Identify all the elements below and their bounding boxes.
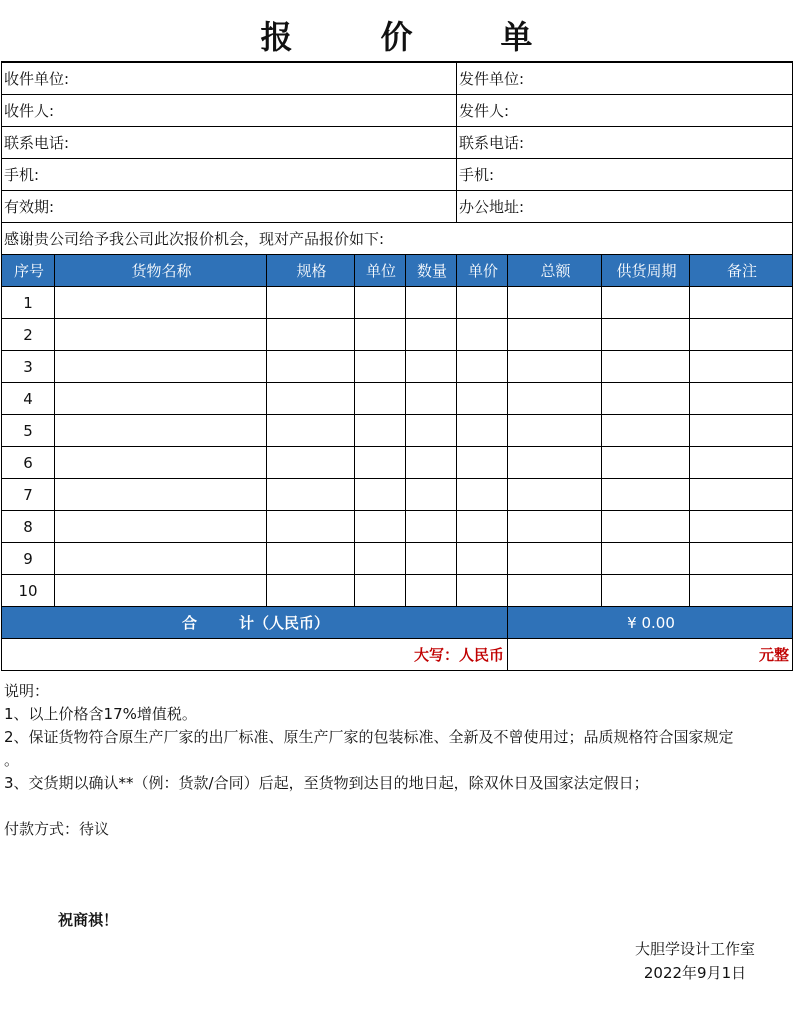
table-row bbox=[2, 415, 793, 447]
table-row bbox=[2, 575, 793, 607]
info-row bbox=[2, 62, 793, 95]
office-address-cell[interactable]: 办公地址: bbox=[457, 191, 793, 223]
cell[interactable] bbox=[355, 383, 406, 415]
cell[interactable] bbox=[690, 543, 793, 575]
cell[interactable] bbox=[457, 351, 508, 383]
cell[interactable] bbox=[406, 287, 457, 319]
recipient-phone-cell[interactable]: 联系电话: bbox=[2, 127, 457, 159]
cell[interactable] bbox=[457, 415, 508, 447]
cell[interactable] bbox=[457, 447, 508, 479]
cell[interactable] bbox=[690, 511, 793, 543]
intro-text: 感谢贵公司给予我公司此次报价机会，现对产品报价如下: bbox=[2, 223, 793, 255]
cell[interactable] bbox=[267, 447, 355, 479]
cell[interactable] bbox=[55, 575, 267, 607]
company-name: 大胆学设计工作室 bbox=[634, 940, 755, 958]
cell[interactable] bbox=[55, 543, 267, 575]
cell[interactable] bbox=[457, 575, 508, 607]
cell[interactable] bbox=[602, 383, 690, 415]
cell[interactable] bbox=[602, 479, 690, 511]
cell[interactable] bbox=[406, 447, 457, 479]
cell[interactable] bbox=[602, 319, 690, 351]
column-header-row bbox=[2, 255, 793, 287]
cell[interactable] bbox=[355, 511, 406, 543]
uppercase-label: 大写：人民币 bbox=[2, 639, 508, 671]
cell[interactable] bbox=[690, 447, 793, 479]
cell[interactable] bbox=[355, 287, 406, 319]
cell[interactable] bbox=[602, 511, 690, 543]
row-number: 3 bbox=[2, 351, 55, 383]
col-header-index: 序号 bbox=[2, 255, 55, 287]
cell[interactable] bbox=[457, 319, 508, 351]
table-row bbox=[2, 319, 793, 351]
total-row bbox=[2, 607, 793, 639]
cell[interactable] bbox=[508, 511, 602, 543]
table-row bbox=[2, 383, 793, 415]
cell[interactable] bbox=[508, 479, 602, 511]
col-header-lead-time: 供货周期 bbox=[602, 255, 690, 287]
table-row bbox=[2, 479, 793, 511]
cell[interactable] bbox=[55, 415, 267, 447]
title-char: 单 bbox=[500, 18, 533, 56]
sender-mobile-cell[interactable]: 手机: bbox=[457, 159, 793, 191]
cell[interactable] bbox=[55, 287, 267, 319]
cell[interactable] bbox=[55, 447, 267, 479]
info-row bbox=[2, 191, 793, 223]
table-row bbox=[2, 351, 793, 383]
cell[interactable] bbox=[508, 383, 602, 415]
cell[interactable] bbox=[55, 479, 267, 511]
row-number: 6 bbox=[2, 447, 55, 479]
sender-person-cell[interactable]: 发件人: bbox=[457, 95, 793, 127]
cell[interactable] bbox=[406, 319, 457, 351]
document-title bbox=[0, 12, 793, 58]
quote-table bbox=[1, 61, 793, 671]
cell[interactable] bbox=[55, 351, 267, 383]
recipient-person-cell[interactable]: 收件人: bbox=[2, 95, 457, 127]
cell[interactable] bbox=[602, 575, 690, 607]
col-header-unit: 单位 bbox=[355, 255, 406, 287]
col-header-unit-price: 单价 bbox=[457, 255, 508, 287]
cell[interactable] bbox=[406, 351, 457, 383]
closing-regards: 祝商祺！ bbox=[58, 911, 119, 929]
intro-row bbox=[2, 223, 793, 255]
row-number: 8 bbox=[2, 511, 55, 543]
cell[interactable] bbox=[457, 543, 508, 575]
cell[interactable] bbox=[406, 543, 457, 575]
cell[interactable] bbox=[457, 511, 508, 543]
sender-company-cell[interactable]: 发件单位: bbox=[457, 62, 793, 95]
col-header-quantity: 数量 bbox=[406, 255, 457, 287]
title-char: 价 bbox=[380, 18, 413, 56]
col-header-goods-name: 货物名称 bbox=[55, 255, 267, 287]
cell[interactable] bbox=[355, 575, 406, 607]
cell[interactable] bbox=[267, 543, 355, 575]
table-row bbox=[2, 287, 793, 319]
cell[interactable] bbox=[406, 479, 457, 511]
cell[interactable] bbox=[267, 511, 355, 543]
cell[interactable] bbox=[508, 575, 602, 607]
row-number: 5 bbox=[2, 415, 55, 447]
row-number: 4 bbox=[2, 383, 55, 415]
cell[interactable] bbox=[355, 543, 406, 575]
total-label bbox=[2, 607, 508, 639]
info-row bbox=[2, 159, 793, 191]
cell[interactable] bbox=[355, 447, 406, 479]
payment-terms: 付款方式：待议 bbox=[4, 820, 110, 838]
cell[interactable] bbox=[355, 479, 406, 511]
cell[interactable] bbox=[267, 415, 355, 447]
row-number: 2 bbox=[2, 319, 55, 351]
notes-section bbox=[4, 680, 790, 795]
cell[interactable] bbox=[267, 351, 355, 383]
cell[interactable] bbox=[508, 543, 602, 575]
total-amount[interactable]: ¥ 0.00 bbox=[508, 607, 793, 639]
note-line: 1、以上价格含17%增值税。 bbox=[4, 705, 197, 723]
cell[interactable] bbox=[602, 351, 690, 383]
row-number: 1 bbox=[2, 287, 55, 319]
cell[interactable] bbox=[602, 415, 690, 447]
cell[interactable] bbox=[457, 287, 508, 319]
row-number: 7 bbox=[2, 479, 55, 511]
date: 2022年9月1日 bbox=[643, 964, 747, 982]
table-row bbox=[2, 447, 793, 479]
row-number: 9 bbox=[2, 543, 55, 575]
recipient-mobile-cell[interactable]: 手机: bbox=[2, 159, 457, 191]
cell[interactable] bbox=[267, 383, 355, 415]
cell[interactable] bbox=[690, 351, 793, 383]
uppercase-suffix: 元整 bbox=[508, 639, 793, 671]
total-label-a: 合 bbox=[181, 614, 197, 632]
cell[interactable] bbox=[267, 287, 355, 319]
cell[interactable] bbox=[355, 351, 406, 383]
cell[interactable] bbox=[267, 479, 355, 511]
cell[interactable] bbox=[602, 543, 690, 575]
cell[interactable] bbox=[355, 319, 406, 351]
col-header-amount: 总额 bbox=[508, 255, 602, 287]
cell[interactable] bbox=[55, 319, 267, 351]
cell[interactable] bbox=[457, 383, 508, 415]
info-row bbox=[2, 95, 793, 127]
cell[interactable] bbox=[355, 415, 406, 447]
col-header-remarks: 备注 bbox=[690, 255, 793, 287]
cell[interactable] bbox=[690, 383, 793, 415]
title-char: 报 bbox=[260, 18, 293, 56]
cell[interactable] bbox=[690, 479, 793, 511]
cell[interactable] bbox=[690, 319, 793, 351]
cell[interactable] bbox=[690, 287, 793, 319]
sender-phone-cell[interactable]: 联系电话: bbox=[457, 127, 793, 159]
cell[interactable] bbox=[406, 383, 457, 415]
table-row bbox=[2, 511, 793, 543]
cell[interactable] bbox=[406, 575, 457, 607]
notes-heading: 说明： bbox=[4, 682, 50, 700]
cell[interactable] bbox=[55, 511, 267, 543]
cell[interactable] bbox=[508, 287, 602, 319]
signature-block bbox=[620, 937, 770, 985]
note-line: 3、交货期以确认**（例：货款/合同）后起，至货物到达目的地日起，除双休日及国家法定假日； bbox=[4, 774, 649, 792]
uppercase-row bbox=[2, 639, 793, 671]
cell[interactable] bbox=[55, 383, 267, 415]
cell[interactable] bbox=[508, 319, 602, 351]
recipient-company-cell[interactable]: 收件单位: bbox=[2, 62, 457, 95]
cell[interactable] bbox=[690, 415, 793, 447]
col-header-spec: 规格 bbox=[267, 255, 355, 287]
row-number: 10 bbox=[2, 575, 55, 607]
cell[interactable] bbox=[508, 447, 602, 479]
cell[interactable] bbox=[457, 479, 508, 511]
note-line-continuation: 。 bbox=[4, 751, 20, 769]
cell[interactable] bbox=[406, 511, 457, 543]
total-label-b: 计（人民币） bbox=[239, 614, 330, 632]
cell[interactable] bbox=[602, 447, 690, 479]
cell[interactable] bbox=[602, 287, 690, 319]
cell[interactable] bbox=[406, 415, 457, 447]
table-row bbox=[2, 543, 793, 575]
cell[interactable] bbox=[267, 319, 355, 351]
cell[interactable] bbox=[267, 575, 355, 607]
cell[interactable] bbox=[508, 415, 602, 447]
info-row bbox=[2, 127, 793, 159]
cell[interactable] bbox=[508, 351, 602, 383]
note-line: 2、保证货物符合原生产厂家的出厂标准、原生产厂家的包装标准、全新及不曾使用过；品质规格符合国家规定 bbox=[4, 728, 734, 746]
validity-cell[interactable]: 有效期: bbox=[2, 191, 457, 223]
cell[interactable] bbox=[690, 575, 793, 607]
